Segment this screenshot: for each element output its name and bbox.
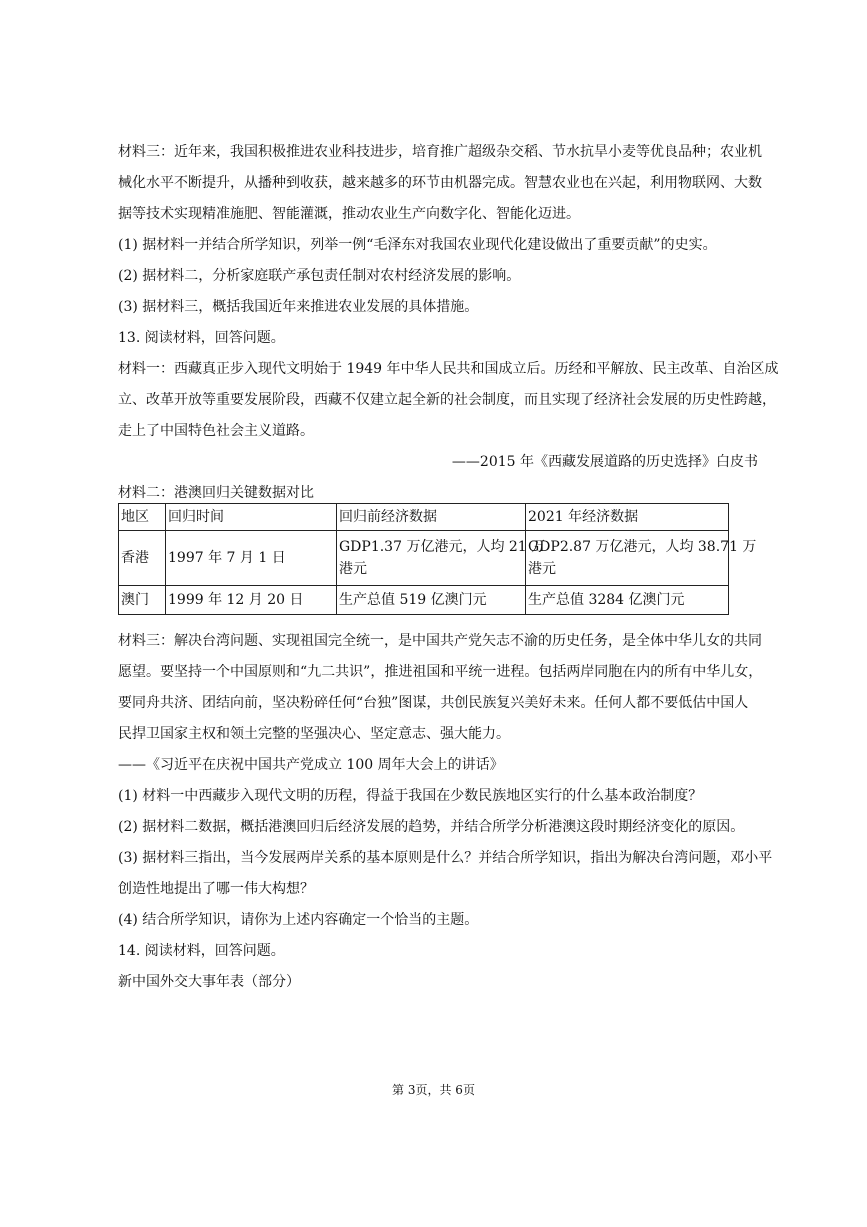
cell-line: GDP2.87 万亿港元，人均 38.71 万 (528, 539, 757, 555)
question-heading: 13. 阅读材料，回答问题。 (118, 330, 285, 346)
page-footer: 第 3页，共 6页 (392, 1083, 475, 1097)
table-caption: 新中国外交大事年表（部分） (118, 974, 300, 990)
table-cell (337, 531, 546, 586)
table-header-cell: 回归前经济数据 (337, 504, 526, 531)
paragraph-line: 立、改革开放等重要发展阶段，西藏不仅建立起全新的社会制度，而且实现了经济社会发展的历史性跨越， (118, 392, 776, 408)
paragraph-line: 据等技术实现精准施肥、智能灌溉，推动农业生产向数字化、智能化迈进。 (118, 206, 580, 222)
paragraph-line: 走上了中国特色社会主义道路。 (118, 423, 314, 439)
source-citation: ——《习近平在庆祝中国共产党成立 100 周年大会上的讲话》 (118, 757, 504, 773)
question-line: (3) 据材料三，概括我国近年来推进农业发展的具体措施。 (118, 299, 479, 315)
table-cell: 生产总值 3284 亿澳门元 (526, 586, 729, 615)
question-line: (4) 结合所学知识，请你为上述内容确定一个恰当的主题。 (118, 912, 479, 928)
paragraph-line: 械化水平不断提升，从播种到收获，越来越多的环节由机器完成。智慧农业也在兴起，利用物联网、大数 (118, 175, 762, 191)
table-cell: 1999 年 12 月 20 日 (166, 586, 337, 615)
paragraph-line: 材料一：西藏真正步入现代文明始于 1949 年中华人民共和国成立后。历经和平解放、民主改革、自治区成 (118, 361, 779, 377)
question-line: 创造性地提出了哪一伟大构想？ (118, 881, 314, 897)
source-citation: ——2015 年《西藏发展道路的历史选择》白皮书 (451, 454, 758, 470)
question-line: (3) 据材料三指出，当今发展两岸关系的基本原则是什么？并结合所学知识，指出为解决台湾问题，邓小平 (118, 850, 773, 866)
question-line: (1) 材料一中西藏步入现代文明的历程，得益于我国在少数民族地区实行的什么基本政治制度？ (118, 788, 703, 804)
paragraph-line: 要同舟共济、团结向前，坚决粉碎任何“台独”图谋，共创民族复兴美好未来。任何人都不要低估中国人 (118, 695, 749, 711)
paragraph-line: 愿望。要坚持一个中国原则和“九二共识”，推进祖国和平统一进程。包括两岸同胞在内的所有中华儿女， (118, 664, 763, 680)
table-title: 材料二：港澳回归关键数据对比 (118, 485, 314, 501)
table-cell: 1997 年 7 月 1 日 (166, 531, 337, 586)
paragraph-line: 材料三：近年来，我国积极推进农业科技进步，培育推广超级杂交稻、节水抗旱小麦等优良品种；农业机 (118, 144, 762, 160)
data-table (118, 503, 757, 615)
cell-line: 港元 (339, 561, 367, 577)
paragraph-line: 民捍卫国家主权和领土完整的坚强决心、坚定意志、强大能力。 (118, 726, 510, 742)
cell-line: GDP1.37 万亿港元，人均 21 万 (339, 539, 546, 555)
table-row (119, 531, 729, 586)
table-header-cell: 2021 年经济数据 (526, 504, 729, 531)
table-row (119, 586, 729, 615)
question-line: (2) 据材料二，分析家庭联产承包责任制对农村经济发展的影响。 (118, 268, 521, 284)
question-line: (2) 据材料二数据，概括港澳回归后经济发展的趋势，并结合所学分析港澳这段时期经济变化的原因。 (118, 819, 745, 835)
cell-line: 港元 (528, 561, 556, 577)
table-header-cell: 地区 (119, 504, 166, 531)
question-line: (1) 据材料一并结合所学知识，列举一例“毛泽东对我国农业现代化建设做出了重要贡献”的史实。 (118, 237, 717, 253)
question-heading: 14. 阅读材料，回答问题。 (118, 943, 285, 959)
table-cell: 澳门 (119, 586, 166, 615)
table-cell: 生产总值 519 亿澳门元 (337, 586, 526, 615)
paragraph-line: 材料三：解决台湾问题、实现祖国完全统一，是中国共产党矢志不渝的历史任务，是全体中华儿女的共同 (118, 633, 762, 649)
table-header-row (119, 504, 729, 531)
table-cell (526, 531, 757, 586)
table-header-cell: 回归时间 (166, 504, 337, 531)
table-cell: 香港 (119, 531, 166, 586)
